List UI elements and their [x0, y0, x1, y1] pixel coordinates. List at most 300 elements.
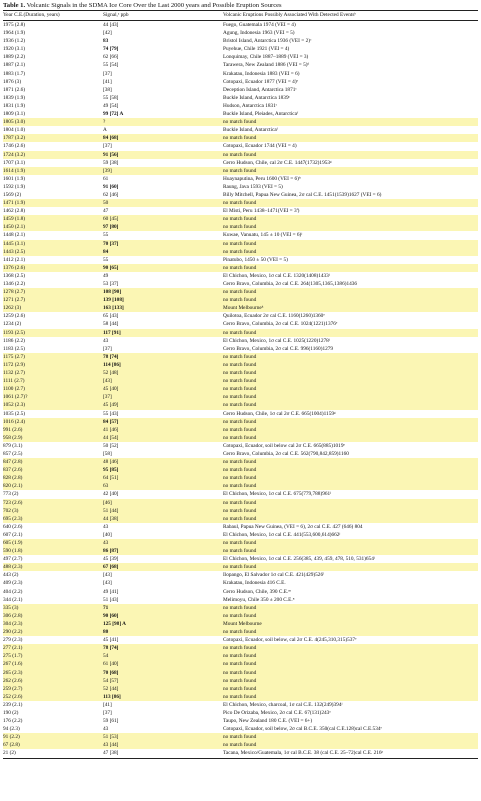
- table-row: [3, 644, 478, 652]
- cell-year: 828 (2.8): [3, 475, 23, 482]
- cell-year: 1459 (1.8): [3, 216, 26, 223]
- signal-value: 52 [48]: [103, 370, 119, 377]
- table-row: [3, 434, 478, 442]
- table-row: [3, 677, 478, 685]
- table-row: [3, 329, 478, 337]
- cell-signal: [103, 126, 223, 134]
- cell-year: 1100 (2.7): [3, 386, 25, 393]
- table-row: [3, 183, 478, 191]
- cell-eruption: no match found: [223, 669, 257, 676]
- cell-eruption: no match found: [223, 467, 257, 474]
- cell-year: 277 (2.1): [3, 645, 23, 652]
- table-row: [3, 320, 478, 328]
- table-row: [3, 296, 478, 304]
- signal-value: 55 [58]: [103, 94, 119, 101]
- signal-value: 54 [57]: [103, 677, 119, 684]
- cell-signal: [103, 418, 223, 426]
- signal-value: 55 [54]: [103, 62, 119, 69]
- cell-signal: [103, 78, 223, 86]
- cell-eruption: Tarawera, New Zealand 1886 (VEI = 5)ᵈ: [223, 62, 310, 69]
- cell-signal: [103, 426, 223, 434]
- cell-year: 837 (2.6): [3, 467, 23, 474]
- table-row: [3, 385, 478, 393]
- cell-year: 1448 (2.1): [3, 232, 26, 239]
- cell-year: 1052 (2.3): [3, 402, 26, 409]
- cell-signal: [103, 353, 223, 361]
- cell-year: 1368 (2.5): [3, 272, 26, 279]
- table-row: [3, 94, 478, 102]
- cell-signal: [103, 70, 223, 78]
- cell-eruption: no match found: [223, 434, 257, 441]
- cell-eruption: Cerro Hudson, Chile, 1σ cal 2σ C.E. 665(1004)1159ᵍ: [223, 410, 336, 417]
- cell-year: 1883 (1.7): [3, 70, 26, 77]
- table-caption: Volcanic Signals in the SDMA Ice Core Over the Last 2000 years and Possible Eruption Sources: [26, 2, 282, 9]
- signal-value: 45 [40]: [103, 386, 119, 393]
- cell-signal: [103, 134, 223, 142]
- table-row: [3, 21, 478, 29]
- table-row: [3, 604, 478, 612]
- signal-value: 49 [41]: [103, 588, 119, 595]
- cell-signal: [103, 596, 223, 604]
- table-row: [3, 499, 478, 507]
- signal-value: 86 [87]: [103, 548, 119, 555]
- signal-value: 42 [40]: [103, 491, 119, 498]
- table-row: [3, 272, 478, 280]
- cell-year: 1831 (1.9): [3, 102, 26, 109]
- signal-value: 63: [103, 483, 109, 490]
- cell-year: 1839 (1.9): [3, 94, 26, 101]
- table-row: [3, 175, 478, 183]
- cell-year: 279 (2.3): [3, 637, 23, 644]
- cell-eruption: Buckle Island, Antarctica 1839ᶜ: [223, 94, 290, 101]
- cell-signal: [103, 620, 223, 628]
- cell-signal: [103, 272, 223, 280]
- cell-signal: [103, 466, 223, 474]
- signal-value: 55: [103, 232, 109, 239]
- signal-value: 48 [46]: [103, 459, 119, 466]
- cell-eruption: Cerro Bravo, Columbia, 2σ cal C.E. 996(1160)1279: [223, 345, 334, 352]
- cell-signal: [103, 264, 223, 272]
- cell-year: 488 (2.3): [3, 564, 23, 571]
- cell-year: 1183 (2.5): [3, 345, 25, 352]
- table-row: [3, 410, 478, 418]
- signal-value: 71: [103, 604, 109, 611]
- table-row: [3, 223, 478, 231]
- cell-eruption: Pinatubo, 1450 ± 50 (VEI = 5): [223, 256, 288, 263]
- header-signal: Signal,ᵃ ppb: [103, 12, 129, 18]
- table-row: [3, 628, 478, 636]
- cell-signal: [103, 685, 223, 693]
- cell-eruption: no match found: [223, 629, 257, 636]
- cell-signal: [103, 175, 223, 183]
- signal-value: 47 [38]: [103, 750, 119, 757]
- cell-year: 91 (2.2): [3, 734, 20, 741]
- table-row: [3, 215, 478, 223]
- cell-eruption: no match found: [223, 499, 257, 506]
- signal-value: 62 [46]: [103, 191, 119, 198]
- cell-year: 607 (2.1): [3, 531, 23, 538]
- cell-signal: [103, 167, 223, 175]
- cell-year: 773 (2): [3, 491, 19, 498]
- cell-signal: [103, 410, 223, 418]
- cell-year: 1804 (1.0): [3, 127, 26, 134]
- cell-eruption: no match found: [223, 216, 257, 223]
- cell-signal: [103, 337, 223, 345]
- cell-signal: [103, 434, 223, 442]
- table-title: [3, 1, 478, 10]
- cell-signal: [103, 563, 223, 571]
- cell-signal: [103, 21, 223, 29]
- signal-value: 67 [68]: [103, 564, 119, 571]
- cell-year: 1876 (3): [3, 78, 22, 85]
- cell-signal: [103, 669, 223, 677]
- table-row: [3, 118, 478, 126]
- cell-signal: [103, 61, 223, 69]
- signal-value: 44 [38]: [103, 515, 119, 522]
- cell-eruption: Cotopaxi, Ecuador, soil below, 2σ cal B.C.E. 350(cal C.E.128)cal C.E.534ᵉ: [223, 726, 382, 733]
- cell-signal: [103, 652, 223, 660]
- cell-signal: [103, 37, 223, 45]
- cell-signal: [103, 474, 223, 482]
- cell-eruption: El Chichon, Mexico, 1σ cal C.E. 675(779,788)961ʲ: [223, 491, 331, 498]
- cell-signal: [103, 636, 223, 644]
- signal-value: [43]: [103, 378, 112, 385]
- table-row: [3, 353, 478, 361]
- cell-signal: [103, 199, 223, 207]
- table-row: [3, 693, 478, 701]
- cell-year: 252 (2.6): [3, 693, 23, 700]
- cell-signal: [103, 507, 223, 515]
- table-row: [3, 458, 478, 466]
- cell-year: 1443 (2.5): [3, 248, 26, 255]
- cell-year: 259 (2.7): [3, 685, 23, 692]
- cell-year: 723 (2.6): [3, 499, 23, 506]
- cell-eruption: Krakatau, Indonesia 416 C.E.: [223, 580, 286, 587]
- signal-value: 65 [43]: [103, 313, 119, 320]
- table-row: [3, 450, 478, 458]
- cell-signal: [103, 248, 223, 256]
- table-row: [3, 531, 478, 539]
- cell-year: 640 (2.6): [3, 523, 23, 530]
- table-row: [3, 337, 478, 345]
- signal-value: 83: [103, 38, 109, 45]
- cell-eruption: Cerro Hudson, Chile, 390 C.E.ᵐ: [223, 588, 291, 595]
- cell-eruption: Fuego, Guatemala 1974 (VEI = 4): [223, 22, 296, 28]
- cell-signal: [103, 361, 223, 369]
- table-row: [3, 304, 478, 312]
- cell-signal: [103, 588, 223, 596]
- cell-signal: [103, 142, 223, 150]
- table-row: [3, 70, 478, 78]
- cell-eruption: no match found: [223, 119, 257, 126]
- signal-value: 45 [39]: [103, 556, 119, 563]
- cell-year: 443 (2): [3, 572, 19, 579]
- signal-value: [37]: [103, 143, 112, 150]
- signal-value: 43 [44]: [103, 742, 119, 749]
- cell-eruption: no match found: [223, 151, 257, 158]
- cell-year: 820 (2.1): [3, 483, 23, 490]
- table-row: [3, 482, 478, 490]
- cell-eruption: Lonquimay, Chile 1887–1889 (VEI = 3): [223, 54, 309, 61]
- cell-eruption: no match found: [223, 693, 257, 700]
- signal-value: 51 [43]: [103, 596, 119, 603]
- cell-eruption: Huaynaputina, Peru 1600 (VEI = 6)ʰ: [223, 175, 301, 182]
- table-row: [3, 701, 478, 709]
- signal-value: 84 [57]: [103, 418, 119, 425]
- cell-year: 1271 (2.7): [3, 297, 26, 304]
- cell-signal: [103, 450, 223, 458]
- signal-value: [42]: [103, 30, 112, 37]
- cell-signal: [103, 604, 223, 612]
- cell-eruption: Agung, Indonesia 1963 (VEI = 5): [223, 30, 295, 37]
- cell-signal: [103, 86, 223, 94]
- cell-year: 1262 (3): [3, 305, 22, 312]
- table-row: [3, 159, 478, 167]
- cell-signal: [103, 288, 223, 296]
- signal-value: 41 [46]: [103, 426, 119, 433]
- cell-year: 1346 (2.2): [3, 281, 26, 287]
- cell-year: 1412 (2.1): [3, 256, 26, 263]
- signal-value: 74 [79]: [103, 46, 119, 53]
- signal-value: 99 [72] A: [103, 111, 124, 118]
- table-row: [3, 280, 478, 288]
- table-row: [3, 612, 478, 620]
- table-row: [3, 37, 478, 45]
- cell-signal: [103, 151, 223, 159]
- cell-signal: [103, 612, 223, 620]
- cell-eruption: Pico De Orizaba, Mexico, 2σ cal C.E. 67(131)243ᵒ: [223, 709, 331, 716]
- table-row: [3, 191, 478, 199]
- table-row: [3, 110, 478, 118]
- table-row: [3, 725, 478, 733]
- signal-value: 59 [61]: [103, 718, 119, 725]
- cell-eruption: Ilopango, El Salvador 1σ cal C.E. 421(429)526ˡ: [223, 572, 324, 579]
- table-row: [3, 312, 478, 320]
- table-row: [3, 256, 478, 264]
- cell-year: 605 (1.9): [3, 540, 23, 546]
- cell-eruption: Krakatau, Indonesia 1883 (VEI = 6): [223, 70, 300, 77]
- cell-year: 1964 (1.9): [3, 30, 26, 37]
- cell-year: 857 (2.5): [3, 450, 23, 457]
- cell-eruption: Cotopaxi, Ecuador 1744 (VEI = 4): [223, 143, 297, 150]
- cell-signal: [103, 118, 223, 126]
- signal-value: 78 [74]: [103, 645, 119, 652]
- cell-signal: [103, 741, 223, 749]
- cell-year: 1445 (3.1): [3, 240, 26, 247]
- signal-value: 95 [85]: [103, 467, 119, 474]
- signal-value: 163 [133]: [103, 305, 124, 312]
- signal-value: 70 [68]: [103, 669, 119, 676]
- signal-value: 59 [38]: [103, 159, 119, 166]
- table-row: [3, 709, 478, 717]
- cell-eruption: Raung, Java 1593 (VEI = 5): [223, 183, 283, 190]
- cell-eruption: El Chichon, Mexico, 1σ cal C.E. 441(553,600,614)662ʲ: [223, 531, 341, 538]
- cell-signal: [103, 256, 223, 264]
- cell-year: 1592 (1.9): [3, 183, 26, 190]
- cell-year: 958 (2.9): [3, 434, 23, 441]
- cell-eruption: Cerro Bravo, Columbia, 2σ cal C.E. 264(1305,1365,1386)1436: [223, 281, 358, 287]
- signal-value: ?: [103, 119, 106, 126]
- cell-year: 1809 (3.1): [3, 111, 26, 118]
- cell-year: 1601 (1.9): [3, 175, 26, 182]
- table-row: [3, 167, 478, 175]
- cell-signal: [103, 442, 223, 450]
- cell-eruption: no match found: [223, 394, 257, 401]
- signal-value: [43]: [103, 572, 112, 579]
- cell-signal: [103, 45, 223, 53]
- table-row: [3, 563, 478, 571]
- signal-value: [38]: [103, 86, 112, 93]
- table-number: Table 1.: [3, 2, 26, 9]
- cell-eruption: no match found: [223, 507, 257, 514]
- signal-value: 61: [103, 175, 109, 182]
- cell-year: 239 (2.1): [3, 701, 23, 708]
- header-year: Year C.E.(Duration, years): [3, 12, 60, 18]
- signal-value: 51 [53]: [103, 734, 119, 741]
- cell-year: 1746 (2.6): [3, 143, 26, 150]
- cell-signal: [103, 579, 223, 587]
- cell-eruption: Cotopaxi, Ecuador, soil below, cal 2σ C.E. 4(245,310,315)537ᵉ: [223, 637, 357, 644]
- signal-value: 55 [43]: [103, 410, 119, 417]
- cell-eruption: Deception Island, Antarctica 1871ᶜ: [223, 86, 297, 93]
- cell-eruption: El Chichon, Mexico, 1σ cal C.E. 1320(1408)1433ʲ: [223, 272, 330, 279]
- cell-year: 1234 (2): [3, 321, 22, 328]
- cell-eruption: no match found: [223, 361, 257, 368]
- table-row: [3, 102, 478, 110]
- table-row: [3, 685, 478, 693]
- signal-value: [39]: [103, 167, 112, 174]
- table-row: [3, 134, 478, 142]
- cell-signal: [103, 628, 223, 636]
- table-row: [3, 474, 478, 482]
- signal-value: 49 [54]: [103, 102, 119, 109]
- cell-year: 1936 (1.2): [3, 38, 26, 45]
- cell-signal: [103, 207, 223, 215]
- cell-year: 1035 (2.5): [3, 410, 26, 417]
- cell-eruption: Cerro Bravo, Columbia, 2σ cal C.E. 1024(1221)1376ᵉ: [223, 321, 338, 328]
- cell-year: 590 (1.8): [3, 548, 23, 555]
- cell-year: 262 (2.6): [3, 677, 23, 684]
- cell-eruption: no match found: [223, 200, 257, 207]
- cell-eruption: Rabaul, Papua New Guinea, (VEI = 6), 2σ cal C.E. 427 (646) 804: [223, 523, 363, 530]
- cell-signal: [103, 385, 223, 393]
- table-row: [3, 231, 478, 239]
- table-row: [3, 652, 478, 660]
- cell-year: 1175 (2.7): [3, 353, 25, 360]
- cell-year: 1186 (2.2): [3, 337, 25, 344]
- signal-value: [37]: [103, 709, 112, 716]
- cell-year: 1920 (3.1): [3, 46, 26, 53]
- cell-eruption: no match found: [223, 677, 257, 684]
- table-row: [3, 61, 478, 69]
- table-row: [3, 660, 478, 668]
- cell-eruption: no match found: [223, 564, 257, 571]
- signal-value: 60 [45]: [103, 216, 119, 223]
- table-row: [3, 515, 478, 523]
- cell-eruption: no match found: [223, 353, 257, 360]
- cell-eruption: no match found: [223, 297, 257, 304]
- cell-eruption: no match found: [223, 475, 257, 482]
- cell-signal: [103, 401, 223, 409]
- signal-value: [41]: [103, 701, 112, 708]
- signal-value: 90 [65]: [103, 264, 119, 271]
- cell-year: 1707 (3.1): [3, 159, 26, 166]
- cell-year: 335 (3): [3, 604, 19, 611]
- signal-value: [37]: [103, 70, 112, 77]
- cell-year: 497 (2.7): [3, 556, 23, 563]
- cell-signal: [103, 725, 223, 733]
- signal-value: 91 [56]: [103, 151, 119, 158]
- signal-value: 54: [103, 653, 109, 660]
- signal-value: 44 [43]: [103, 22, 119, 28]
- cell-year: 1111 (2.7): [3, 378, 25, 385]
- cell-signal: [103, 515, 223, 523]
- cell-signal: [103, 29, 223, 37]
- cell-eruption: no match found: [223, 418, 257, 425]
- cell-eruption: no match found: [223, 661, 257, 668]
- cell-year: 1193 (2.5): [3, 329, 25, 336]
- signal-value: 117 [91]: [103, 329, 121, 336]
- cell-signal: [103, 547, 223, 555]
- cell-year: 1569 (2): [3, 191, 22, 198]
- table-row: [3, 45, 478, 53]
- cell-year: 1871 (2.6): [3, 86, 26, 93]
- signal-value: 43: [103, 337, 109, 344]
- cell-eruption: Cerro Hudson, Chile, cal 2σ C.E. 1447(1732)1953ᵍ: [223, 159, 332, 166]
- table-row: [3, 588, 478, 596]
- table-row: [3, 523, 478, 531]
- cell-eruption: no match found: [223, 264, 257, 271]
- cell-signal: [103, 231, 223, 239]
- cell-year: 991 (2.6): [3, 426, 23, 433]
- cell-eruption: Puyehue, Chile 1921 (VEI = 4): [223, 46, 290, 53]
- signal-value: 84: [103, 248, 109, 255]
- cell-eruption: Tacana, Mexico/Guatemala, 1σ cal B.C.E. 38 (cal C.E. 25–72)cal C.E. 216ᵖ: [223, 750, 384, 757]
- cell-eruption: no match found: [223, 653, 257, 660]
- signal-value: 43: [103, 726, 109, 733]
- cell-year: 1259 (2.6): [3, 313, 26, 320]
- table-row: [3, 240, 478, 248]
- signal-value: 80: [103, 629, 109, 636]
- signal-value: 139 [108]: [103, 297, 124, 304]
- cell-signal: [103, 240, 223, 248]
- cell-signal: [103, 393, 223, 401]
- cell-eruption: no match found: [223, 386, 257, 393]
- cell-eruption: no match found: [223, 459, 257, 466]
- cell-year: 1172 (2.9): [3, 361, 25, 368]
- cell-year: 879 (3.1): [3, 442, 23, 449]
- cell-signal: [103, 701, 223, 709]
- cell-year: 275 (1.7): [3, 653, 23, 660]
- cell-year: 1132 (2.7): [3, 370, 25, 377]
- cell-year: 265 (2.3): [3, 669, 23, 676]
- table-row: [3, 418, 478, 426]
- table-body: [3, 21, 478, 758]
- cell-eruption: Cerro Bravo, Columbia, 2σ cal C.E. 562(790,842,859)1160: [223, 450, 349, 457]
- cell-eruption: Quilotoa, Ecuador 2σ cal C.E. 1160(1260)1360ᵉ: [223, 313, 325, 320]
- cell-year: 404 (2.2): [3, 588, 23, 595]
- cell-year: 1462 (2.8): [3, 208, 26, 215]
- cell-signal: [103, 709, 223, 717]
- table-header: [3, 11, 478, 20]
- signal-value: [43]: [103, 580, 112, 587]
- table-row: [3, 749, 478, 757]
- cell-eruption: no match found: [223, 248, 257, 255]
- cell-signal: [103, 345, 223, 353]
- table-row: [3, 620, 478, 628]
- cell-eruption: no match found: [223, 402, 257, 409]
- table-row: [3, 571, 478, 579]
